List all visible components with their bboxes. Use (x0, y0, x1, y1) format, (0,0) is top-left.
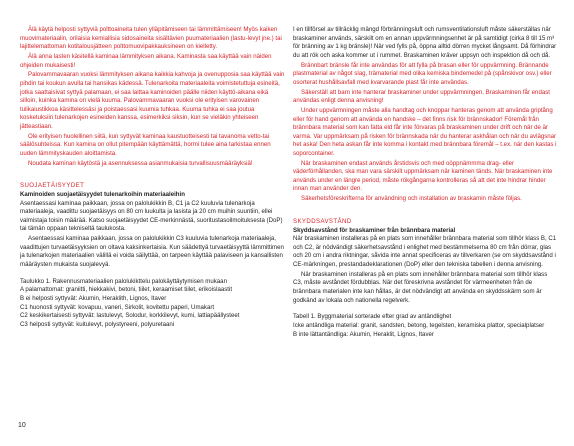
warning-paragraph: Noudata kaminan käytöstä ja asennuksessa asianmukaisia turvallisuusmääräyksiä! (28, 159, 253, 167)
warning-paragraph: Ole erityisen huolellinen siitä, kun syttyvät kaminaa kaustuotteisesti tai tavanoma vetto-tai säälösuhteissa. Kun kamina on ollut pitempään käyttämättä, hormi tulee aina tarkistaa ennen uuden lämmityskauden aloittamista. (20, 132, 271, 157)
right-warnings (293, 62, 558, 204)
table-line: C2 keskikertaisesti syttyvät: lastulevyt, Solodur, korkkilevyt, kumi, lattiapäällysteet (20, 312, 240, 320)
table-line: B inte lättantändliga: Akumin, Heraklit, Lignos, Itaver (293, 330, 434, 338)
right-column (293, 26, 558, 339)
material-table (293, 313, 558, 339)
warning-paragraph: Säkerställ att barn inte hanterar braskaminer under uppvärmningen. Braskaminen får endast användas enligt denna anvisning! (293, 88, 550, 105)
table-line: C3 helposti syttyvät: kuitulevyt, polystyreeni, polyuretaani (20, 320, 175, 328)
page-number: 10 (18, 422, 26, 429)
table-line: A palamattomat: graniitti, hiekkakivi, betoni, tiilet, keraamiset tiilet, erikoislaastit (20, 286, 233, 294)
warning-paragraph: Älä käytä helposti syttyviä polttoaineita tulen ylläpitämiseen tai lämmittämiseen! Myös kaiken muovimateriaalin, orilaisia kemiallisia sidosaineita sisältävien puumateriaalien (lastu-levyt jne.) tai lajittelemattoman kotitalousjätteen polttomuovipakkauksineen on kielletty. (20, 26, 282, 51)
sub-heading: Skyddsavstånd för braskaminer från brännbara material (293, 226, 456, 234)
table-line: B ei helposti syttyvät: Akumin, Heraklith, Lignos, Itaver (20, 294, 167, 302)
table-line: Icke antändliga material: granit, sandsten, betong, tegelsten, keramiska plattor, specialplatser (293, 321, 545, 329)
sub-heading: Kaminoiden suojaetäisyydet tulenarkoihin materiaaleihin (20, 191, 185, 199)
body-paragraph: När braskaminen installeras på en plats som innehåller brännbara material som tillhör klass C3, måste avståndet fördubblas. När det föreskrivna avståndet för värmeenheten från de brännbara materialen inte kan hållas, är det nödvändigt att använda en skyddsskärm som är godkänd av lokala och nationella regelverk. (293, 270, 548, 304)
material-table (20, 278, 285, 330)
table-line: C1 huonosti syttyvät: kovapuu, vaneri, Sirkolit, kovitettu paperi, Umakart (20, 303, 215, 311)
warning-paragraph: Älä anna lasten käsitellä kaminaa lämmityksen aikana. Kaminasta saa käyttää vain näiden ohjeiden mukaisesti! (20, 52, 272, 69)
warning-paragraph: När braskaminen endast används årstidsvis och med oöppnämmma drag- eller väderförhållanden, ska man vara särskilt uppmärksam när kaminen tänds. När braskaminen inte används under en längre period, måste rökgångarna kontrolleras så att det inte hindrar hinder innan man använder den. (293, 159, 553, 193)
section-heading: SKYDDSAVSTÅND (293, 218, 352, 225)
left-column (20, 26, 285, 329)
table-caption: Taulukko 1. Rakennusmateriaalien palolukikttelu palokäyttäytymisen mukaan (20, 277, 227, 285)
body-paragraph: Asentaessasi kaminaa paikkaan, jossa on palolukikkin C3 kuuluvia tulenarkoja materiaaleja, vaadittujen turvaetäisyyksien on oltava kaksinkertaisia. Kun säädettyä turvaetäisyyttä lämmittimen ja tulenarkojen materiaalien välillä ei voida säilyttää, on tarpeen käyttää palaviseen ja kansallisten määräysten mukaista suojalevyä. (20, 235, 284, 268)
table-caption: Tabell 1. Byggmaterial sorterade efter grad av antändlighet (293, 313, 452, 321)
left-warnings (20, 26, 285, 168)
body-paragraph: Asentaessasi kaminaa paikkaan, jossa on palolukikkin B, C1 ja C2 kuuluvia tulenarkoja materiaaleja, vaadittu suojaetäisyys on 80 cm luukulta ja lasista ja 20 cm muihin suuntiin, ellei valmistaja toisin määrää. Katso suojaetäisyydet CE-merkinnästä, suoritustasoilmoituksesta (DoP) tai tämän oppaan tekniseltä taulukosta. (20, 199, 283, 233)
body-paragraph: I en tillförsel av tillräcklig mängd förbränningsluft och rumsventilationsluft måste säkerställas när braskaminer används, särskilt om en annan uppvärmningsenhet är på samtidigt (cirka 8 till 15 m³ för bränning av 1 kg bränsle)! När ved fylls på, öppna alltid dörren mycket långsamt. Då förhindrar du att rök och aska kommer ut i rummet. Braskaminen kräver uppsyn och inspektion då och då. (293, 26, 557, 59)
section-heading: SUOJAETÄISYYDET (20, 182, 85, 190)
body-paragraph: När braskaminen installeras på en plats som innehåller brännbara material som tillhör klass B, C1 och C2, är nödvändigt säkerhetsavstånd i enlighet med bestämmelserna 80 cm från dörrar, glas och 20 cm i andra riktningar, såvida inte annat specificeras av tillverkaren (se om skyddsavstånd i CE-märkningen, prestandadeklarationen (DoP) eller den tekniska tabellen i denna anvisning. (293, 235, 557, 268)
warning-paragraph: Säkerhetsföreskrifterna för användning och installation av braskamin måste följas. (301, 195, 522, 203)
warning-paragraph: Under uppvärmningen måste alla handtag och knoppar hanteras genom att använda griptång eller för hand genom att använda en handske – det finns risk för brännskador! Föremål från brännbara material som kan fatta eld får inte förvaras på braskaminen under drift och när de är varma. Var uppmärksam på risken för brännskada när du hanterar askhålan och när du avlägsnar het aska! Den heta askan får inte komma i kontakt med brännbara föremål – t.ex. när den kastas i soporcontainer. (293, 106, 557, 157)
warning-paragraph: Palovammavaaran vuoksi lämmityksen aikana kaikkia kahvoja ja ovenupposia saa käyttää vain pihdin tai koukun avulla tai hansikas kädessä. Tulenarkoita materiaaleita voimistetuttuja esineitä, jotka saattaisivat syttyä palamaan, ei saa laittaa kaminoiden päälle niiden käyttö-aikana eikä silloin, kuinka kamina on vielä kuuma. Palovammavaaran vuoksi ole erityisen varovainen tulikaiustikkoa käsittelessäsi ja poistaessasi kuumia tuhkaa. Kuuma tuhka ei saa joutua kosketuksiin tulenarkojen esineiden kanssa, esimerkiksi siksin, kun se vieläkin yhteiseen jätteastiaan. (20, 71, 285, 130)
warning-paragraph: Brännbart bränsle får inte användas för att fylla på brasan eller för uppvärmning. Brännande plastmaterial av något slag, trämaterial med olika kemiska bindemedel på (spånskivor osv.) eller osorterat hushållsavfall med kvarvarande plast får inte användas. (293, 61, 552, 86)
